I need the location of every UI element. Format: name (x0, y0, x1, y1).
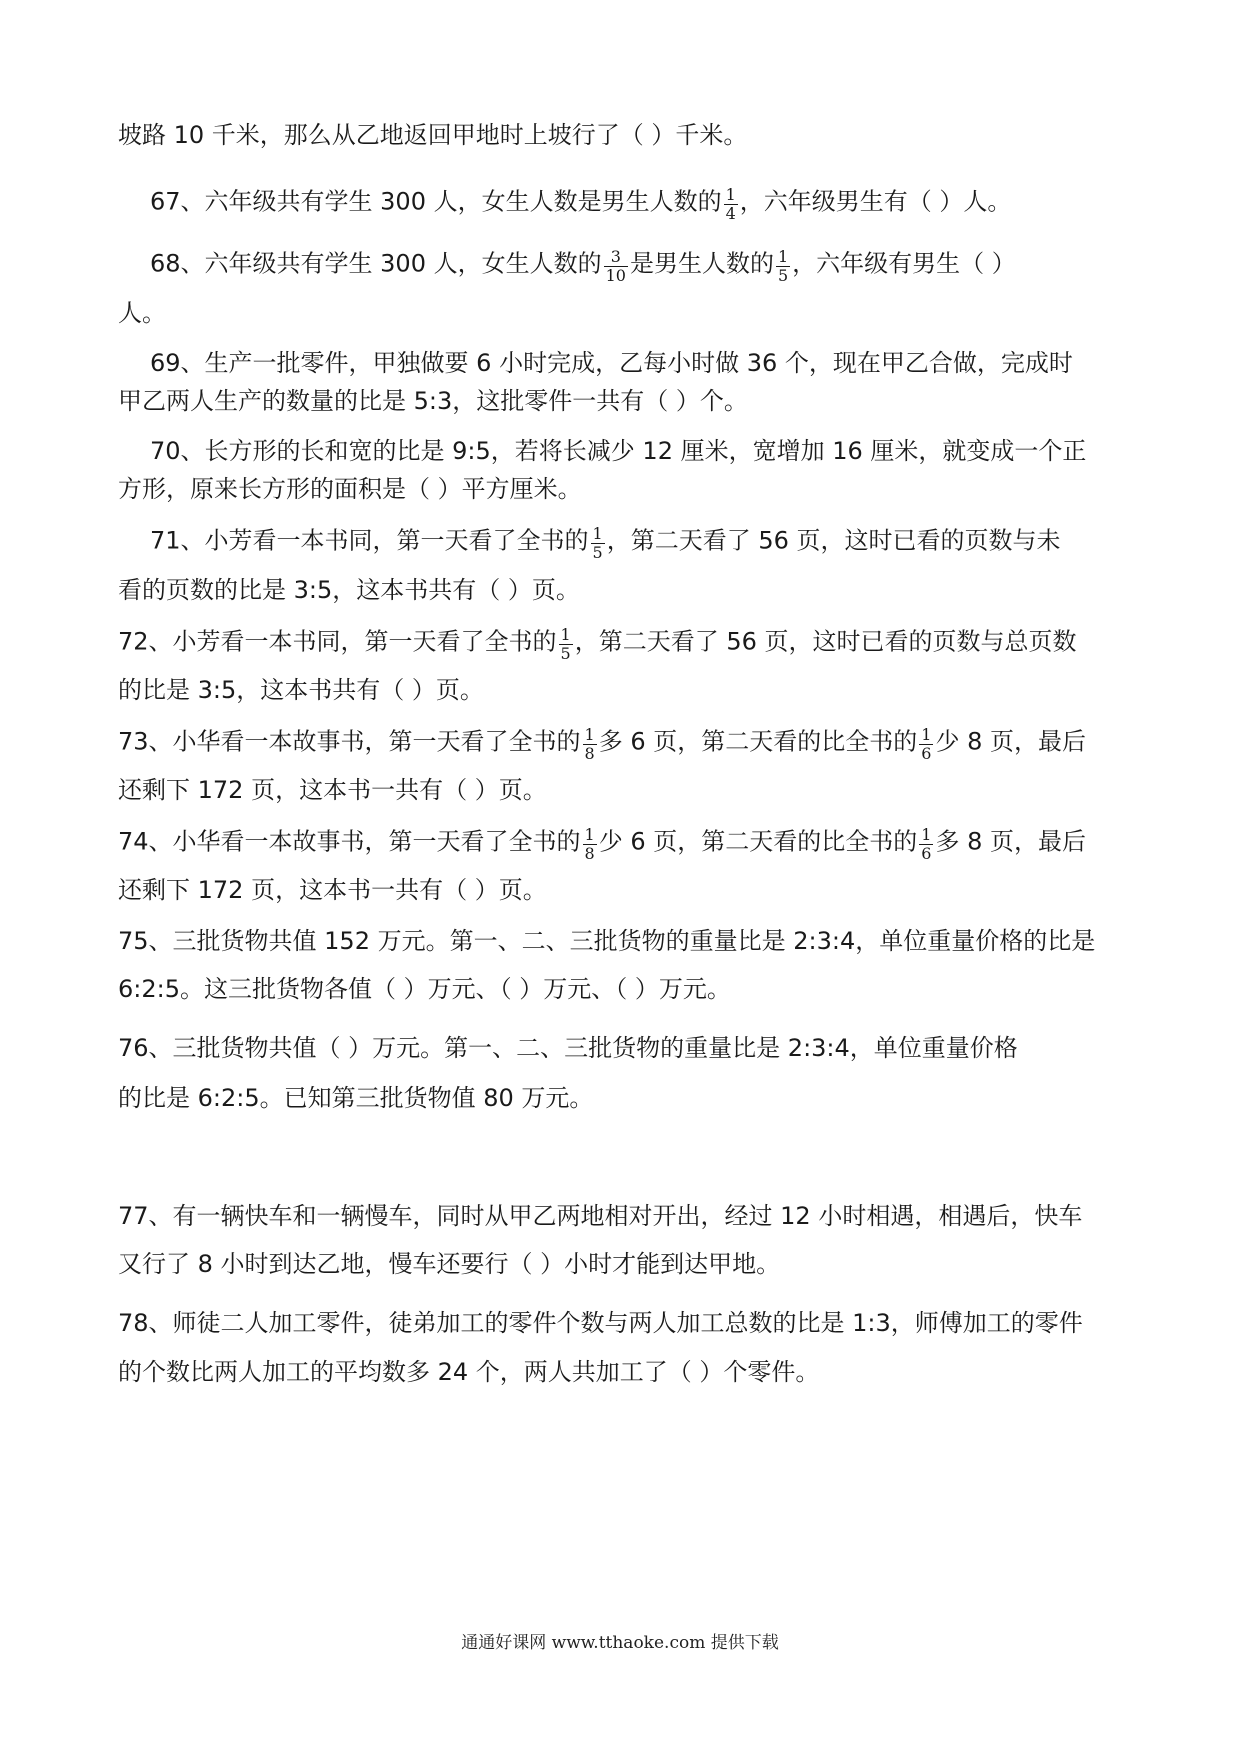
question-74: 74、小华看一本故事书，第一天看了全书的 $\frac{1}{8}$ 少 6 页，第二天看的比全书的 $\frac{1}{6}$ 多 8 页，最后 (118, 825, 1086, 863)
text-line: 的比是 6:2:5。已知第三批货物值 80 万元。 (118, 1084, 594, 1112)
text-line: 又行了 8 小时到达乙地，慢车还要行（ ）小时才能到达甲地。 (118, 1250, 781, 1278)
text-line: 还剩下 172 页，这本书一共有（ ）页。 (118, 876, 547, 904)
page-footer: 通通好课网 www.tthaoke.com 提供下载 (461, 1633, 779, 1653)
text-line: 的个数比两人加工的平均数多 24 个，两人共加工了（ ）个零件。 (118, 1358, 820, 1386)
fraction: $\frac{1}{6}$ (921, 825, 932, 863)
text-line: 的比是 3:5，这本书共有（ ）页。 (118, 676, 484, 704)
question-70: 70、长方形的长和宽的比是 9:5，若将长减少 12 厘米，宽增加 16 厘米，就变成一个正 (150, 437, 1087, 465)
fraction: $\frac{1}{5}$ (560, 625, 571, 663)
question-78: 78、师徒二人加工零件，徒弟加工的零件个数与两人加工总数的比是 1:3，师傅加工的零件 (118, 1309, 1083, 1337)
question-75: 75、三批货物共值 152 万元。第一、二、三批货物的重量比是 2:3:4，单位重量价格的比是 (118, 927, 1096, 955)
text-line: 坡路 10 千米，那么从乙地返回甲地时上坡行了（ ）千米。 (118, 121, 748, 149)
question-69: 69、生产一批零件，甲独做要 6 小时完成，乙每小时做 36 个，现在甲乙合做，完成时 (150, 349, 1073, 377)
question-76: 76、三批货物共值（ ）万元。第一、二、三批货物的重量比是 2:3:4，单位重量价格 (118, 1034, 1018, 1062)
text-line: 甲乙两人生产的数量的比是 5:3，这批零件一共有（ ）个。 (118, 387, 748, 415)
question-72: 72、小芳看一本书同，第一天看了全书的 $\frac{1}{5}$ ，第二天看了 56 页，这时已看的页数与总页数 (118, 625, 1077, 663)
text-line: 还剩下 172 页，这本书一共有（ ）页。 (118, 776, 547, 804)
fraction: $\frac{3}{10}$ (605, 247, 626, 285)
question-67: 67、六年级共有学生 300 人，女生人数是男生人数的 $\frac{1}{4}$ ，六年级男生有（ ）人。 (150, 185, 1012, 223)
fraction: $\frac{1}{4}$ (725, 185, 736, 223)
text-line: 方形，原来长方形的面积是（ ）平方厘米。 (118, 475, 582, 503)
question-73: 73、小华看一本故事书，第一天看了全书的 $\frac{1}{8}$ 多 6 页，第二天看的比全书的 $\frac{1}{6}$ 少 8 页，最后 (118, 725, 1086, 763)
fraction: $\frac{1}{8}$ (584, 825, 595, 863)
fraction: $\frac{1}{8}$ (584, 725, 595, 763)
text-line: 人。 (118, 299, 166, 327)
question-68: 68、六年级共有学生 300 人，女生人数的 $\frac{3}{10}$ 是男生人数的 $\frac{1}{5}$ ，六年级有男生（ ） (150, 247, 1016, 285)
fraction: $\frac{1}{5}$ (592, 524, 603, 562)
text-line: 看的页数的比是 3:5，这本书共有（ ）页。 (118, 576, 580, 604)
fraction: $\frac{1}{6}$ (921, 725, 932, 763)
fraction: $\frac{1}{5}$ (777, 247, 789, 285)
text-line: 6:2:5。这三批货物各值（ ）万元、（ ）万元、（ ）万元。 (118, 975, 731, 1003)
question-71: 71、小芳看一本书同，第一天看了全书的 $\frac{1}{5}$ ，第二天看了 56 页，这时已看的页数与未 (150, 524, 1061, 562)
question-77: 77、有一辆快车和一辆慢车，同时从甲乙两地相对开出，经过 12 小时相遇，相遇后，快车 (118, 1202, 1083, 1230)
